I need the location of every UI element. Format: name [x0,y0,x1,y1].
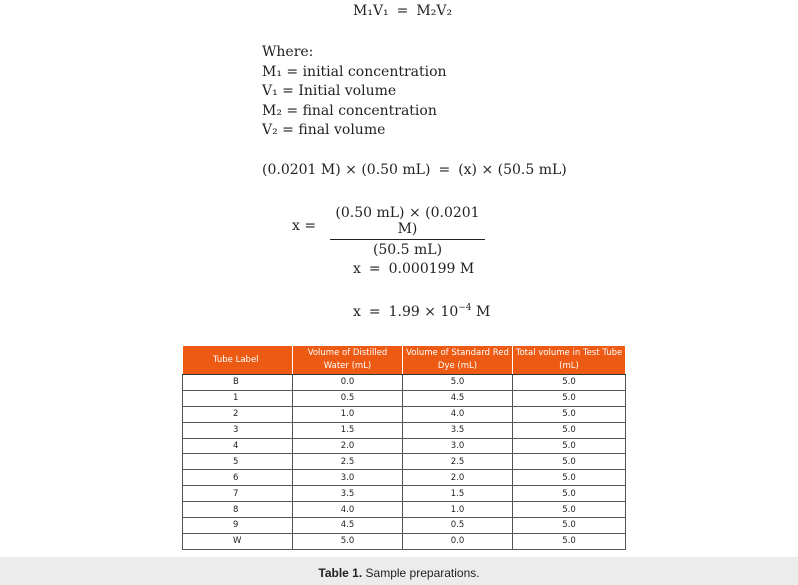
substituted-equation: (0.0201 M) × (0.50 mL) = (x) × (50.5 mL) [262,162,567,178]
dilution-equation: M₁V₁ = M₂V₂ [353,3,453,19]
table-cell: 5.0 [513,533,626,549]
table-cell: 5.0 [513,375,626,391]
variable-definitions [262,43,447,141]
table-cell: 5 [183,454,293,470]
where-heading: Where: [262,44,314,60]
table-cell: 5.0 [513,438,626,454]
table-header-row [183,346,626,375]
table-row [183,406,626,422]
table-cell: 0.5 [293,390,403,406]
table-cell: 4.0 [403,406,513,422]
table-cell: 0.0 [403,533,513,549]
table-cell: 3.5 [403,422,513,438]
table-cell: 4.5 [293,518,403,534]
table-cell: W [183,533,293,549]
table-cell: 5.0 [513,390,626,406]
header-distilled-water: Volume of Distilled Water (mL) [293,346,403,375]
table-cell: 7 [183,486,293,502]
definition-line: V₂ = final volume [262,122,386,138]
table-row [183,454,626,470]
header-tube-label: Tube Label [183,346,293,375]
table-row [183,422,626,438]
table-cell: 2.5 [293,454,403,470]
table-cell: 8 [183,502,293,518]
table-cell: 3 [183,422,293,438]
header-standard-red-dye: Volume of Standard Red Dye (mL) [403,346,513,375]
fraction-lhs: x = [292,218,317,234]
definition-line: M₂ = final concentration [262,102,437,119]
table-cell: 1.5 [403,486,513,502]
definition-line: V₁ = Initial volume [262,83,397,99]
table-cell: 3.5 [293,486,403,502]
sample-preparation-table [182,345,626,550]
table-cell: 5.0 [513,502,626,518]
table-cell: 3.0 [293,470,403,486]
table-row [183,375,626,391]
table-cell: 9 [183,518,293,534]
definition-line: M₁ = initial concentration [262,63,447,80]
table-body [183,375,626,550]
table-caption: Table 1. Sample preparations. [318,566,480,580]
table-cell: 2.0 [293,438,403,454]
table-cell: 5.0 [293,533,403,549]
table-cell: 1.5 [293,422,403,438]
table-cell: 4.5 [403,390,513,406]
table-cell: 1.0 [293,406,403,422]
table-cell: 5.0 [513,422,626,438]
table-cell: 1 [183,390,293,406]
table-row [183,502,626,518]
result-scientific: $x = 1.99 \times 10^{-4}$ M [353,303,491,320]
table-cell: 1.0 [403,502,513,518]
table-row [183,518,626,534]
table-row [183,390,626,406]
table-cell: 2 [183,406,293,422]
table-cell: 3.0 [403,438,513,454]
table-row [183,470,626,486]
fraction [330,205,485,258]
table-cell: 5.0 [513,406,626,422]
fraction-numerator: (0.50 mL) × (0.0201 M) [330,205,485,240]
table-cell: 6 [183,470,293,486]
table-cell: B [183,375,293,391]
table-cell: 5.0 [513,470,626,486]
header-total-volume: Total volume in Test Tube (mL) [513,346,626,375]
table-cell: 2.0 [403,470,513,486]
fraction-denominator: (50.5 mL) [372,242,443,258]
table-cell: 2.5 [403,454,513,470]
result-decimal: x = 0.000199 M [353,261,475,277]
table-cell: 5.0 [513,486,626,502]
table-cell: 0.0 [293,375,403,391]
table-cell: 5.0 [513,454,626,470]
table-cell: 0.5 [403,518,513,534]
table-cell: 4.0 [293,502,403,518]
table-row [183,438,626,454]
table-row [183,486,626,502]
table-cell: 4 [183,438,293,454]
table-cell: 5.0 [403,375,513,391]
table-row [183,533,626,549]
table-cell: 5.0 [513,518,626,534]
